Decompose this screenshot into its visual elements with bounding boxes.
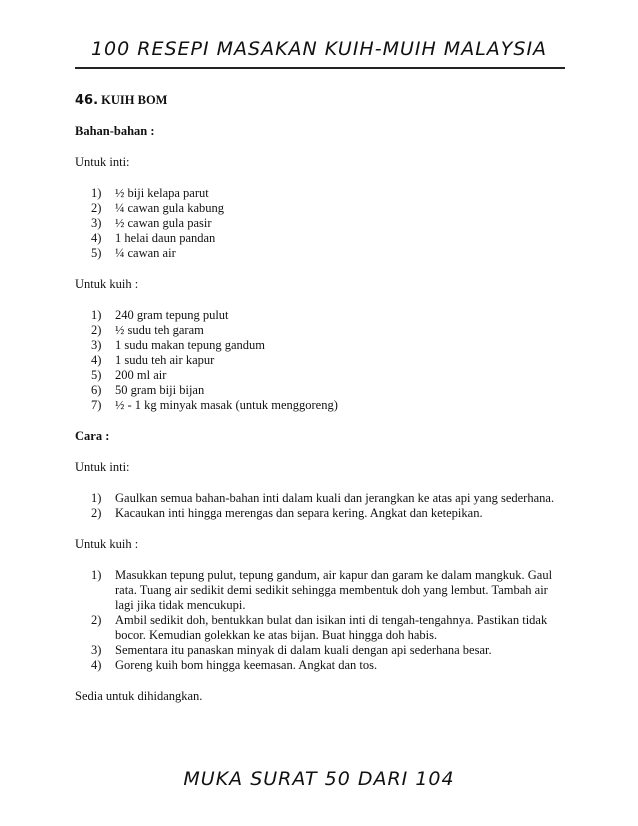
list-item [75, 201, 565, 216]
list-item-text: Gaulkan semua bahan-bahan inti dalam kuali dan jerangkan ke atas api yang sederhana. [115, 491, 555, 505]
list-item [75, 613, 565, 643]
list-item [75, 491, 565, 506]
list-item-number: 1) [91, 568, 102, 582]
list-item [75, 506, 565, 521]
list-item-number: 4) [91, 231, 102, 245]
list-item-number: 3) [91, 643, 102, 657]
list-item-text: ½ cawan gula pasir [115, 216, 212, 230]
list-item-text: 240 gram tepung pulut [115, 308, 229, 322]
list-item-number: 2) [91, 613, 102, 627]
list-item [75, 216, 565, 231]
dough-label: Untuk kuih : [75, 277, 139, 291]
filling-label: Untuk inti: [75, 155, 130, 169]
serving-note: Sedia untuk dihidangkan. [75, 689, 203, 703]
list-item-text: 200 ml air [115, 368, 167, 382]
list-item-text: ¼ cawan air [115, 246, 176, 260]
list-item [75, 246, 565, 261]
list-item-number: 2) [91, 201, 102, 215]
list-item [75, 323, 565, 338]
list-item-text: Masukkan tepung pulut, tepung gandum, air kapur dan garam ke dalam mangkuk. Gaul rata. Tuang air sedikit demi sedikit sehingga membentuk doh yang lembut. Tambah air lagi jika tidak mencukupi. [115, 568, 553, 612]
list-item-number: 4) [91, 353, 102, 367]
list-item [75, 338, 565, 353]
list-item [75, 353, 565, 368]
list-item-number: 3) [91, 216, 102, 230]
list-item-number: 2) [91, 323, 102, 337]
recipe-number: 46. [75, 93, 99, 108]
list-item-text: 1 sudu teh air kapur [115, 353, 215, 367]
list-item [75, 308, 565, 323]
list-item [75, 383, 565, 398]
recipe-content [75, 93, 565, 704]
list-item [75, 643, 565, 658]
header-divider [75, 67, 565, 69]
filling-ingredients-list [75, 186, 565, 261]
list-item [75, 186, 565, 201]
list-item-number: 5) [91, 246, 102, 260]
method-heading: Cara : [75, 429, 110, 443]
list-item [75, 368, 565, 383]
list-item-text: 1 helai daun pandan [115, 231, 216, 245]
recipe-name: KUIH BOM [101, 93, 168, 107]
list-item-text: Sementara itu panaskan minyak di dalam kuali dengan api sederhana besar. [115, 643, 492, 657]
list-item-text: 1 sudu makan tepung gandum [115, 338, 265, 352]
ingredients-heading: Bahan-bahan : [75, 124, 155, 138]
dough-method-list [75, 568, 565, 673]
list-item-text: Kacaukan inti hingga merengas dan separa kering. Angkat dan ketepikan. [115, 506, 483, 520]
list-item-text: Ambil sedikit doh, bentukkan bulat dan isikan inti di tengah-tengahnya. Pastikan tidak bocor. Kemudian golekkan ke atas bijan. Buat hingga doh habis. [115, 613, 548, 642]
filling-method-list [75, 491, 565, 521]
list-item [75, 231, 565, 246]
list-item-text: ¼ cawan gula kabung [115, 201, 224, 215]
filling-method-label: Untuk inti: [75, 460, 130, 474]
list-item-number: 7) [91, 398, 102, 412]
list-item [75, 568, 565, 613]
list-item-number: 2) [91, 506, 102, 520]
list-item-number: 1) [91, 186, 102, 200]
list-item-number: 6) [91, 383, 102, 397]
list-item-text: ½ biji kelapa parut [115, 186, 209, 200]
list-item [75, 658, 565, 673]
list-item-text: ½ - 1 kg minyak masak (untuk menggoreng) [115, 398, 338, 412]
list-item-text: 50 gram biji bijan [115, 383, 205, 397]
dough-ingredients-list [75, 308, 565, 413]
list-item-number: 1) [91, 308, 102, 322]
page-footer: MUKA SURAT 50 DARI 104 [183, 768, 455, 790]
list-item-number: 4) [91, 658, 102, 672]
list-item-number: 1) [91, 491, 102, 505]
list-item-number: 3) [91, 338, 102, 352]
list-item-text: Goreng kuih bom hingga keemasan. Angkat dan tos. [115, 658, 378, 672]
recipe-title [75, 93, 565, 108]
list-item [75, 398, 565, 413]
list-item-text: ½ sudu teh garam [115, 323, 204, 337]
page-header-title: 100 RESEPI MASAKAN KUIH-MUIH MALAYSIA [90, 38, 548, 60]
dough-method-label: Untuk kuih : [75, 537, 139, 551]
list-item-number: 5) [91, 368, 102, 382]
